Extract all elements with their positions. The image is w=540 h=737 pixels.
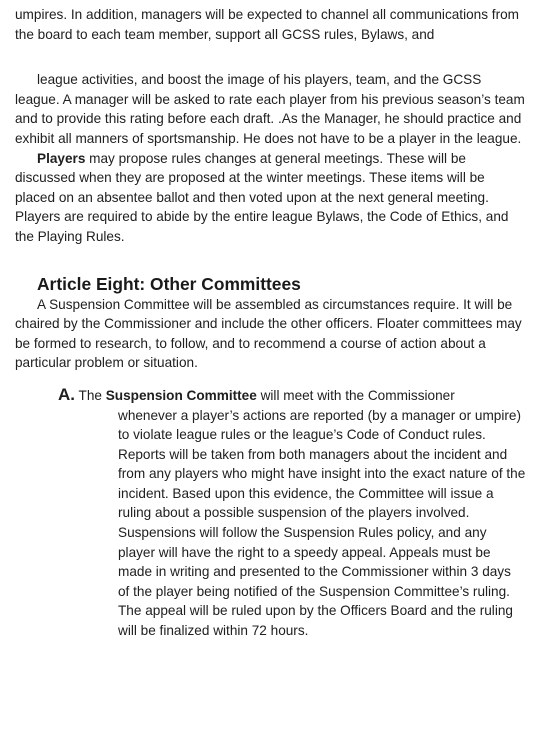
section-a-header	[58, 385, 527, 406]
section-a-letter: A.	[58, 384, 75, 404]
suspension-committee-name: Suspension Committee	[105, 387, 257, 403]
document-page	[15, 5, 527, 641]
players-lead: Players	[37, 150, 86, 166]
article-eight-heading: Article Eight: Other Committees	[37, 273, 301, 294]
section-a-post: will meet with the Commissioner	[256, 387, 455, 403]
paragraph-players	[15, 149, 527, 247]
players-text: may propose rules changes at general meetings. These will be discussed when they are proposed at the winter meetings. These items will be placed on an absentee ballot and then voted upon at the next general meeting. Players are required to abide by the entire league Bylaws, the Code of Ethics, and the Playing Rules.	[15, 150, 509, 244]
paragraph-committees-intro: A Suspension Committee will be assembled as circumstances require. It will be chaired by the Commissioner and include the other officers. Floater committees may be formed to research, to follow, and to recommend a course of action about a particular problem or situation.	[15, 296, 522, 371]
section-a-body: whenever a player’s actions are reported (by a manager or umpire) to violate league rules or the league’s Code of Conduct rules. Reports will be taken from both managers about the incident and from any players who might have insight into the exact nature of the incident. Based upon this evidence, the Committee will issue a ruling about a possible suspension of the players involved. Suspensions will follow the Suspension Rules policy, and any player will have the right to a speedy appeal. Appeals must be made in writing and presented to the Commissioner within 3 days of the player being notified of the Suspension Committee’s ruling. The appeal will be ruled upon by the Officers Board and the ruling will be finalized within 72 hours.	[118, 407, 526, 639]
paragraph-league-activities: league activities, and boost the image of his players, team, and the GCSS league. A manager will be asked to rate each player from his previous season’s team and to provide this rating before each draft. .As the Manager, he should practice and exhibit all manners of sportsmanship. He does not have to be a player in the league.	[15, 72, 525, 146]
section-a-pre: The	[75, 387, 106, 403]
paragraph-manager-duties: umpires. In addition, managers will be expected to channel all communications from the board to each team member, support all GCSS rules, Bylaws, and	[15, 7, 519, 42]
